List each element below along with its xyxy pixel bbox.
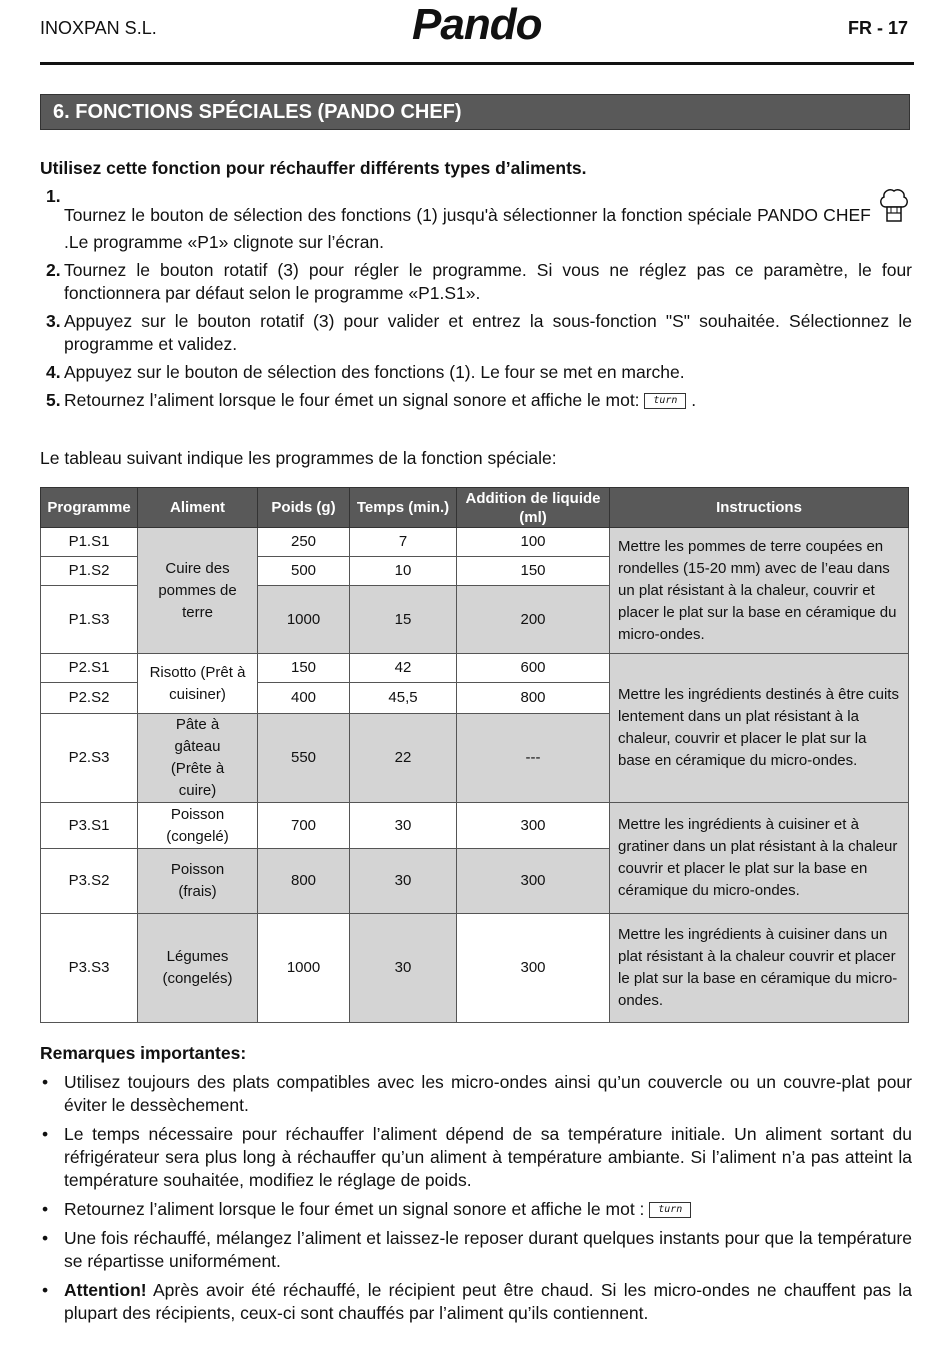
- steps-list: [40, 185, 912, 417]
- weight-cell: 800: [258, 849, 350, 914]
- liquid-cell: 100: [457, 528, 610, 557]
- instructions-cell: Mettre les ingrédients destinés à être cuits lentement dans un plat résistant à la chaleur, couvrir et placer le plat sur la base en céramique du micro-ondes.: [610, 654, 909, 803]
- bullet-icon: •: [42, 1124, 49, 1144]
- step-text-tail: .Le programme «P1» clignote sur l’écran.: [64, 232, 385, 252]
- weight-cell: 1000: [258, 586, 350, 654]
- program-cell: P1.S2: [41, 557, 138, 586]
- step-3: [40, 310, 912, 356]
- instructions-cell: Mettre les ingrédients à cuisiner dans un plat résistant à la chaleur couvrir et placer le plat sur la base en céramique du micro-ondes.: [610, 914, 909, 1023]
- page-number: FR - 17: [847, 18, 908, 38]
- food-cell: Risotto (Prêt à cuisiner): [138, 654, 258, 714]
- time-cell: 42: [350, 654, 457, 683]
- attention-text: Après avoir été réchauffé, le récipient peut être chaud. Si les micro-ondes ne chauffent pas la plupart des récipients, ceux-ci sont chauffés par l’aliment qu’ils contiennent.: [64, 1280, 912, 1323]
- instructions-cell: Mettre les pommes de terre coupées en rondelles (15-20 mm) avec de l’eau dans un plat résistant à la chaleur, couvrir et placer le plat sur la base en céramique du micro-ondes.: [610, 528, 909, 654]
- step-number: 3.: [46, 311, 61, 331]
- bullet-icon: •: [42, 1072, 49, 1092]
- time-cell: 22: [350, 714, 457, 803]
- weight-cell: 250: [258, 528, 350, 557]
- program-cell: P1.S1: [41, 528, 138, 557]
- step-1: [40, 185, 912, 254]
- remark-text: Utilisez toujours des plats compatibles avec les micro-ondes ainsi qu’un couvercle ou un couvre-plat pour éviter le dessèchement.: [64, 1072, 912, 1115]
- programs-table: [40, 487, 909, 1023]
- turn-display-icon: turn: [649, 1202, 691, 1218]
- bullet-icon: •: [42, 1280, 49, 1300]
- step-4: [40, 361, 912, 384]
- header-liquid: Addition de liquide (ml): [457, 488, 610, 528]
- remark-item: [40, 1227, 912, 1273]
- time-cell: 30: [350, 803, 457, 849]
- program-cell: P2.S2: [41, 683, 138, 714]
- step-number: 4.: [46, 362, 61, 382]
- company-name: INOXPAN S.L.: [40, 18, 157, 38]
- header-divider: [40, 62, 914, 65]
- header-instructions: Instructions: [610, 488, 909, 528]
- step-text: Appuyez sur le bouton de sélection des fonctions (1). Le four se met en marche.: [64, 362, 685, 382]
- food-cell: Cuire des pommes de terre: [138, 528, 258, 654]
- remark-text: Le temps nécessaire pour réchauffer l’aliment dépend de sa température initiale. Un aliment sortant du réfrigérateur sera plus long à réchauffer qu’un aliment à température ambiante. Si l’aliment n’a pas atteint la température souhaitée, modifiez le réglage de poids.: [64, 1124, 912, 1190]
- weight-cell: 700: [258, 803, 350, 849]
- liquid-cell: 200: [457, 586, 610, 654]
- remarks-list: [40, 1071, 912, 1331]
- step-5: [40, 389, 912, 412]
- section-title: 6. FONCTIONS SPÉCIALES (PANDO CHEF): [53, 101, 462, 123]
- header-time: Temps (min.): [350, 488, 457, 528]
- program-cell: P1.S3: [41, 586, 138, 654]
- table-row: [41, 528, 909, 557]
- instructions-cell: Mettre les ingrédients à cuisiner et à gratiner dans un plat résistant à la chaleur couvrir et placer le plat sur la base en céramique du micro-ondes.: [610, 803, 909, 914]
- turn-display-icon: turn: [644, 393, 686, 409]
- liquid-cell: 300: [457, 914, 610, 1023]
- step-text: Tournez le bouton rotatif (3) pour régler le programme. Si vous ne réglez pas ce paramètre, le four fonctionnera par défaut selon le programme «P1.S1».: [64, 260, 912, 303]
- step-text: Tournez le bouton de sélection des fonctions (1) jusqu'à sélectionner la fonction spéciale PANDO CHEF: [64, 205, 871, 225]
- page-header: [40, 0, 914, 66]
- header-program: Programme: [41, 488, 138, 528]
- time-cell: 10: [350, 557, 457, 586]
- time-cell: 30: [350, 849, 457, 914]
- table-row: [41, 803, 909, 849]
- step-number: 5.: [46, 390, 61, 410]
- step-text: Retournez l’aliment lorsque le four émet un signal sonore et affiche le mot:: [64, 390, 640, 410]
- liquid-cell: 150: [457, 557, 610, 586]
- step-2: [40, 259, 912, 305]
- weight-cell: 150: [258, 654, 350, 683]
- chef-hat-icon: [878, 185, 910, 231]
- time-cell: 7: [350, 528, 457, 557]
- liquid-cell: 300: [457, 803, 610, 849]
- remark-item-attention: [40, 1279, 912, 1325]
- header-weight: Poids (g): [258, 488, 350, 528]
- food-cell: Poisson (congelé): [138, 803, 258, 849]
- time-cell: 45,5: [350, 683, 457, 714]
- remarks-title: Remarques importantes:: [40, 1043, 247, 1063]
- header-food: Aliment: [138, 488, 258, 528]
- program-cell: P3.S1: [41, 803, 138, 849]
- step-text: Appuyez sur le bouton rotatif (3) pour valider et entrez la sous-fonction "S" souhaitée. Sélectionnez le programme et validez.: [64, 311, 912, 354]
- food-cell: Légumes (congelés): [138, 914, 258, 1023]
- liquid-cell: 800: [457, 683, 610, 714]
- food-cell: Pâte à gâteau (Prête à cuire): [138, 714, 258, 803]
- table-header-row: [41, 488, 909, 528]
- liquid-cell: 300: [457, 849, 610, 914]
- pando-logo: Pando: [412, 0, 542, 49]
- weight-cell: 400: [258, 683, 350, 714]
- remark-item: [40, 1123, 912, 1192]
- step-tail: .: [691, 390, 697, 410]
- time-cell: 30: [350, 914, 457, 1023]
- program-cell: P2.S1: [41, 654, 138, 683]
- program-cell: P3.S3: [41, 914, 138, 1023]
- step-number: 2.: [46, 260, 61, 280]
- weight-cell: 1000: [258, 914, 350, 1023]
- remark-text: Une fois réchauffé, mélangez l’aliment et laissez-le reposer durant quelques instants pour que la température se répartisse uniformément.: [64, 1228, 912, 1271]
- weight-cell: 550: [258, 714, 350, 803]
- remark-item: [40, 1198, 912, 1221]
- intro-text: Utilisez cette fonction pour réchauffer différents types d’aliments.: [40, 158, 587, 178]
- remark-item: [40, 1071, 912, 1117]
- program-cell: P3.S2: [41, 849, 138, 914]
- section-heading: [40, 94, 910, 130]
- remark-text: Retournez l’aliment lorsque le four émet un signal sonore et affiche le mot :: [64, 1199, 645, 1219]
- liquid-cell: ---: [457, 714, 610, 803]
- time-cell: 15: [350, 586, 457, 654]
- step-number: 1.: [46, 186, 61, 206]
- program-cell: P2.S3: [41, 714, 138, 803]
- liquid-cell: 600: [457, 654, 610, 683]
- bullet-icon: •: [42, 1228, 49, 1248]
- bullet-icon: •: [42, 1199, 49, 1219]
- attention-label: Attention!: [64, 1280, 147, 1300]
- table-intro: Le tableau suivant indique les programmes de la fonction spéciale:: [40, 448, 557, 468]
- table-row: [41, 914, 909, 1023]
- weight-cell: 500: [258, 557, 350, 586]
- food-cell: Poisson (frais): [138, 849, 258, 914]
- table-row: [41, 654, 909, 683]
